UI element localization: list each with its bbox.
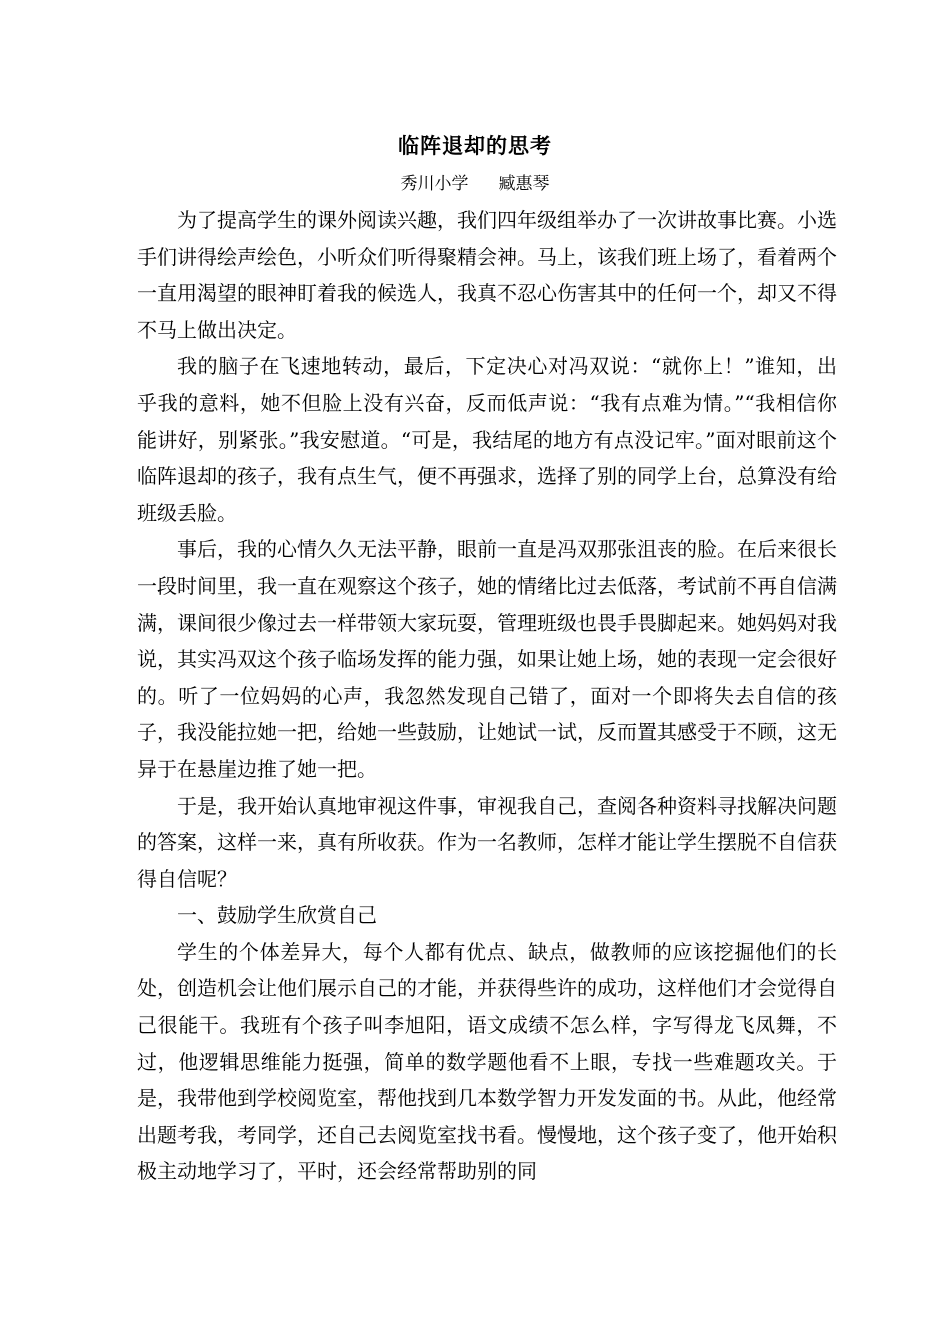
paragraph: 我的脑子在飞速地转动，最后，下定决心对冯双说：“就你上！”谁知，出乎我的意料，她不但脸上没有兴奋，反而低声说：“我有点难为情。”“我相信你能讲好，别紧张。”我安慰道。“可是，我结尾的地方有点没记牢。”面对眼前这个临阵退却的孩子，我有点生气，便不再强求，选择了别的同学上台，总算没有给班级丢脸。 — [137, 354, 837, 525]
document-title: 临阵退却的思考 — [398, 134, 552, 158]
paragraph: 事后，我的心情久久无法平静，眼前一直是冯双那张沮丧的脸。在后来很长一段时间里，我一直在观察这个孩子，她的情绪比过去低落，考试前不再自信满满，课间很少像过去一样带领大家玩耍，管理班级也畏手畏脚起来。她妈妈对我说，其实冯双这个孩子临场发挥的能力强，如果让她上场，她的表现一定会很好的。听了一位妈妈的心声，我忽然发现自己错了，面对一个即将失去自信的孩子，我没能拉她一把，给她一些鼓励，让她试一试，反而置其感受于不顾，这无异于在悬崖边推了她一把。 — [137, 537, 837, 781]
paragraph: 于是，我开始认真地审视这件事，审视我自己，查阅各种资料寻找解决问题的答案，这样一来，真有所收获。作为一名教师，怎样才能让学生摆脱不自信获得自信呢？ — [137, 793, 837, 891]
section-heading: 一、鼓励学生欣赏自己 — [177, 903, 377, 928]
paragraph: 为了提高学生的课外阅读兴趣，我们四年级组举办了一次讲故事比赛。小选手们讲得绘声绘色，小听众们听得聚精会神。马上，该我们班上场了，看着两个一直用渴望的眼神盯着我的候选人，我真不忍心伤害其中的任何一个，却又不得不马上做出决定。 — [137, 208, 837, 342]
byline-school: 秀川小学 — [400, 174, 469, 194]
article-body — [137, 202, 837, 1190]
byline-author: 臧惠琴 — [498, 174, 550, 194]
paragraph: 学生的个体差异大，每个人都有优点、缺点，做教师的应该挖掘他们的长处，创造机会让他们展示自己的才能，并获得些许的成功，这样他们才会觉得自己很能干。我班有个孩子叫李旭阳，语文成绩不怎么样，字写得龙飞凤舞，不过，他逻辑思维能力挺强，简单的数学题他看不上眼，专找一些难题攻关。于是，我带他到学校阅览室，帮他找到几本数学智力开发发面的书。从此，他经常出题考我，考同学，还自己去阅览室找书看。慢慢地，这个孩子变了，他开始积极主动地学习了，平时，还会经常帮助别的同 — [137, 939, 837, 1184]
byline — [0, 170, 950, 198]
